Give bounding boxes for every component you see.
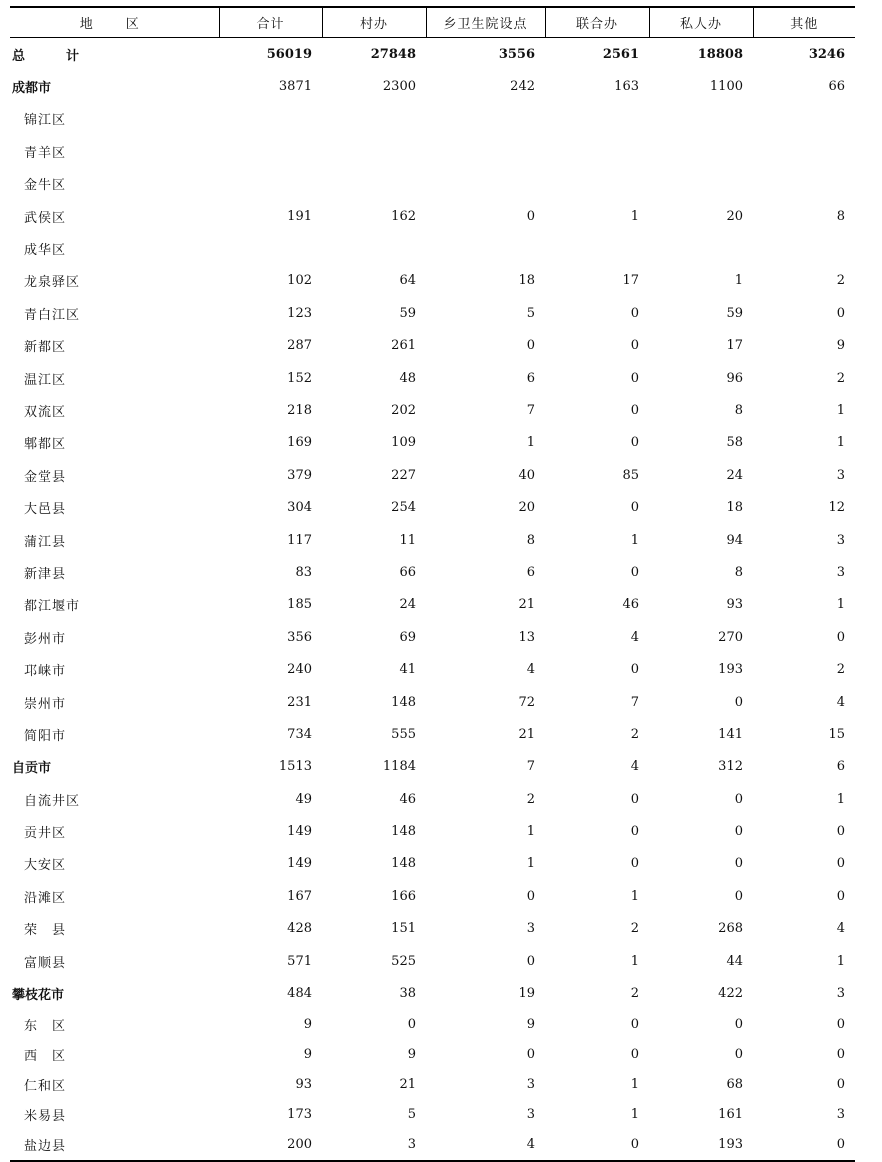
region-name-cell: 郫都区 [24, 437, 67, 453]
township-hospital-outlet-cell: 7 [526, 402, 535, 418]
township-hospital-outlet-cell: 0 [526, 953, 535, 969]
private-run-cell: 1 [734, 273, 743, 289]
table-row [10, 653, 855, 685]
township-hospital-outlet-cell: 13 [518, 629, 535, 645]
township-hospital-outlet-cell [426, 135, 545, 167]
private-run-cell: 18808 [697, 46, 743, 62]
total-cell: 356 [287, 629, 312, 645]
other-cell: 4 [836, 694, 845, 710]
township-hospital-outlet-cell [426, 168, 545, 200]
village-run-cell: 48 [399, 370, 416, 386]
joint-run-cell: 4 [630, 759, 639, 775]
other-cell: 12 [828, 500, 845, 516]
region-name-cell: 富顺县 [24, 955, 67, 971]
total-cell: 117 [287, 532, 312, 548]
other-cell: 8 [836, 208, 845, 224]
table-row [10, 330, 855, 362]
private-run-cell: 0 [734, 856, 743, 872]
total-cell: 149 [287, 856, 312, 872]
township-hospital-outlet-cell: 20 [518, 500, 535, 516]
total-cell: 167 [287, 888, 312, 904]
other-cell: 0 [836, 629, 845, 645]
total-cell: 9 [303, 1047, 312, 1063]
village-run-cell: 2300 [382, 79, 416, 95]
village-run-cell: 254 [391, 500, 416, 516]
village-run-cell: 162 [391, 208, 416, 224]
table-row [10, 1070, 855, 1100]
township-hospital-outlet-cell: 21 [518, 597, 535, 613]
other-cell: 2 [836, 370, 845, 386]
joint-run-cell: 46 [622, 597, 639, 613]
village-run-cell: 11 [399, 532, 416, 548]
other-cell: 0 [836, 1047, 845, 1063]
region-name-cell: 自流井区 [24, 793, 81, 809]
private-run-cell: 0 [734, 888, 743, 904]
region-name-cell: 自贡市 [12, 761, 52, 777]
village-run-cell: 0 [407, 1017, 416, 1033]
joint-run-cell: 0 [630, 435, 639, 451]
village-run-cell [322, 103, 426, 135]
table-row [10, 135, 855, 167]
private-run-cell: 0 [734, 824, 743, 840]
table-row [10, 686, 855, 718]
private-run-cell: 59 [726, 305, 743, 321]
total-cell: 1513 [278, 759, 312, 775]
joint-run-cell: 2 [630, 986, 639, 1002]
total-cell: 734 [287, 726, 312, 742]
village-run-cell: 1184 [382, 759, 416, 775]
joint-run-cell: 17 [622, 273, 639, 289]
township-hospital-outlet-cell: 21 [518, 726, 535, 742]
village-run-cell [322, 168, 426, 200]
village-run-cell: 41 [399, 662, 416, 678]
private-run-cell: 141 [718, 726, 743, 742]
private-run-cell: 0 [734, 791, 743, 807]
private-run-cell: 422 [718, 986, 743, 1002]
township-hospital-outlet-cell: 1 [526, 435, 535, 451]
village-run-cell: 151 [391, 921, 416, 937]
private-run-cell: 193 [718, 1137, 743, 1153]
village-run-cell: 66 [399, 564, 416, 580]
village-run-cell: 3 [407, 1137, 416, 1153]
township-hospital-outlet-cell: 6 [526, 370, 535, 386]
total-cell: 428 [287, 921, 312, 937]
township-hospital-outlet-cell: 8 [526, 532, 535, 548]
table-row [10, 556, 855, 588]
joint-run-cell [545, 168, 649, 200]
other-cell: 9 [836, 338, 845, 354]
other-cell: 1 [836, 435, 845, 451]
village-run-cell: 202 [391, 402, 416, 418]
total-cell [219, 168, 322, 200]
other-cell: 1 [836, 953, 845, 969]
village-run-cell: 59 [399, 305, 416, 321]
total-cell: 571 [287, 953, 312, 969]
region-name-cell: 荣 县 [24, 923, 67, 939]
township-hospital-outlet-cell [426, 103, 545, 135]
village-run-cell: 166 [391, 888, 416, 904]
village-run-cell: 227 [391, 467, 416, 483]
table-row [10, 265, 855, 297]
total-cell: 218 [287, 402, 312, 418]
other-cell: 3 [836, 564, 845, 580]
region-name-cell: 温江区 [24, 372, 67, 388]
township-hospital-outlet-cell: 6 [526, 564, 535, 580]
township-hospital-outlet-cell: 18 [518, 273, 535, 289]
private-run-cell: 44 [726, 953, 743, 969]
township-hospital-outlet-cell: 4 [526, 662, 535, 678]
region-name-cell: 彭州市 [24, 631, 67, 647]
region-name-cell: 金堂县 [24, 469, 67, 485]
village-run-cell: 38 [399, 986, 416, 1002]
total-cell: 123 [287, 305, 312, 321]
other-cell: 0 [836, 1077, 845, 1093]
other-cell [753, 103, 855, 135]
table-row [10, 394, 855, 426]
header-region: 地 区 [10, 7, 219, 38]
village-run-cell: 24 [399, 597, 416, 613]
region-name-cell: 贡井区 [24, 826, 67, 842]
other-cell: 2 [836, 662, 845, 678]
other-cell: 3246 [808, 46, 845, 62]
joint-run-cell: 0 [630, 856, 639, 872]
table-row [10, 848, 855, 880]
table-row [10, 718, 855, 750]
total-cell [219, 135, 322, 167]
total-cell: 191 [287, 208, 312, 224]
table-row [10, 427, 855, 459]
township-hospital-outlet-cell: 3 [526, 921, 535, 937]
table-row [10, 589, 855, 621]
total-cell: 231 [287, 694, 312, 710]
total-cell: 169 [287, 435, 312, 451]
township-hospital-outlet-cell: 1 [526, 856, 535, 872]
village-run-cell: 5 [407, 1107, 416, 1123]
region-name-cell: 攀枝花市 [12, 988, 65, 1004]
region-name-cell: 崇州市 [24, 696, 67, 712]
private-run-cell [649, 103, 753, 135]
private-run-cell [649, 168, 753, 200]
region-name-cell: 大安区 [24, 858, 67, 874]
city-row [10, 70, 855, 102]
table-header [10, 7, 855, 38]
private-run-cell: 17 [726, 338, 743, 354]
township-hospital-outlet-cell [426, 232, 545, 264]
private-run-cell: 1100 [709, 79, 743, 95]
table-row [10, 491, 855, 523]
region-name-cell: 邛崃市 [24, 664, 67, 680]
private-run-cell: 193 [718, 662, 743, 678]
joint-run-cell: 0 [630, 1017, 639, 1033]
header-township-hospital-outlet: 乡卫生院设点 [426, 7, 545, 38]
joint-run-cell: 0 [630, 402, 639, 418]
joint-run-cell: 0 [630, 824, 639, 840]
header-private-run: 私人办 [649, 7, 753, 38]
total-cell [219, 232, 322, 264]
total-cell: 93 [295, 1077, 312, 1093]
region-name-cell: 成都市 [12, 81, 52, 97]
header-other: 其他 [753, 7, 855, 38]
joint-run-cell [545, 103, 649, 135]
private-run-cell: 8 [734, 564, 743, 580]
village-run-cell: 27848 [370, 46, 416, 62]
joint-run-cell: 2 [630, 921, 639, 937]
total-cell: 287 [287, 338, 312, 354]
region-name-cell: 青白江区 [24, 307, 81, 323]
private-run-cell: 58 [726, 435, 743, 451]
private-run-cell: 268 [718, 921, 743, 937]
total-cell: 240 [287, 662, 312, 678]
township-hospital-outlet-cell: 3 [526, 1107, 535, 1123]
total-cell: 102 [287, 273, 312, 289]
total-cell: 56019 [266, 46, 312, 62]
other-cell: 3 [836, 467, 845, 483]
other-cell: 1 [836, 597, 845, 613]
joint-run-cell: 1 [630, 532, 639, 548]
joint-run-cell: 0 [630, 791, 639, 807]
total-cell: 149 [287, 824, 312, 840]
header-joint-run: 联合办 [545, 7, 649, 38]
region-name-cell: 金牛区 [24, 178, 67, 194]
joint-run-cell: 2 [630, 726, 639, 742]
private-run-cell: 8 [734, 402, 743, 418]
other-cell: 0 [836, 1017, 845, 1033]
header-total: 合计 [219, 7, 322, 38]
table-row [10, 103, 855, 135]
other-cell: 0 [836, 888, 845, 904]
table-row [10, 783, 855, 815]
region-name-cell: 盐边县 [24, 1139, 67, 1155]
township-hospital-outlet-cell: 0 [526, 338, 535, 354]
other-cell: 3 [836, 1107, 845, 1123]
private-run-cell: 312 [718, 759, 743, 775]
region-name-cell: 西 区 [24, 1049, 67, 1065]
other-cell: 3 [836, 986, 845, 1002]
other-cell: 3 [836, 532, 845, 548]
table-row [10, 1010, 855, 1040]
table-row [10, 815, 855, 847]
village-run-cell: 69 [399, 629, 416, 645]
other-cell [753, 232, 855, 264]
village-run-cell: 21 [399, 1077, 416, 1093]
joint-run-cell [545, 135, 649, 167]
joint-run-cell: 1 [630, 1107, 639, 1123]
village-run-cell: 46 [399, 791, 416, 807]
region-name-cell: 大邑县 [24, 502, 67, 518]
township-hospital-outlet-cell: 72 [518, 694, 535, 710]
table-row [10, 297, 855, 329]
township-hospital-outlet-cell: 0 [526, 208, 535, 224]
other-cell [753, 168, 855, 200]
city-row [10, 751, 855, 783]
village-run-cell: 64 [399, 273, 416, 289]
private-run-cell: 0 [734, 1047, 743, 1063]
table-row [10, 621, 855, 653]
village-run-cell: 555 [391, 726, 416, 742]
total-cell: 152 [287, 370, 312, 386]
township-hospital-outlet-cell: 2 [526, 791, 535, 807]
township-hospital-outlet-cell: 3 [526, 1077, 535, 1093]
other-cell: 0 [836, 305, 845, 321]
private-run-cell: 18 [726, 500, 743, 516]
total-cell: 173 [287, 1107, 312, 1123]
city-row [10, 977, 855, 1009]
other-cell: 4 [836, 921, 845, 937]
joint-run-cell: 1 [630, 1077, 639, 1093]
region-name-cell: 东 区 [24, 1019, 67, 1035]
joint-run-cell: 0 [630, 1137, 639, 1153]
village-run-cell [322, 232, 426, 264]
region-name-cell: 都江堰市 [24, 599, 81, 615]
other-cell: 1 [836, 791, 845, 807]
private-run-cell [649, 135, 753, 167]
township-hospital-outlet-cell: 3556 [498, 46, 535, 62]
other-cell: 15 [828, 726, 845, 742]
table-row [10, 945, 855, 977]
village-run-cell: 261 [391, 338, 416, 354]
total-cell: 9 [303, 1017, 312, 1033]
village-run-cell: 148 [391, 824, 416, 840]
private-run-cell: 0 [734, 694, 743, 710]
township-hospital-outlet-cell: 9 [526, 1017, 535, 1033]
total-cell: 49 [295, 791, 312, 807]
region-name-cell: 新津县 [24, 566, 67, 582]
region-name-cell: 龙泉驿区 [24, 275, 81, 291]
region-name-cell: 沿滩区 [24, 890, 67, 906]
region-name-cell: 蒲江县 [24, 534, 67, 550]
village-run-cell: 525 [391, 953, 416, 969]
joint-run-cell: 1 [630, 953, 639, 969]
township-hospital-outlet-cell: 4 [526, 1137, 535, 1153]
other-cell: 0 [836, 1137, 845, 1153]
township-hospital-outlet-cell: 1 [526, 824, 535, 840]
village-run-cell: 109 [391, 435, 416, 451]
other-cell: 6 [836, 759, 845, 775]
header-row [10, 7, 855, 38]
joint-run-cell: 0 [630, 370, 639, 386]
joint-run-cell: 4 [630, 629, 639, 645]
region-name-cell: 米易县 [24, 1109, 67, 1125]
joint-run-cell: 2561 [602, 46, 639, 62]
region-name-cell: 锦江区 [24, 113, 67, 129]
total-cell: 185 [287, 597, 312, 613]
joint-run-cell: 0 [630, 1047, 639, 1063]
village-run-cell: 148 [391, 694, 416, 710]
region-name-cell: 总 计 [12, 48, 94, 64]
joint-run-cell: 163 [614, 79, 639, 95]
other-cell: 2 [836, 273, 845, 289]
other-cell: 1 [836, 402, 845, 418]
total-cell: 200 [287, 1137, 312, 1153]
table-row [10, 200, 855, 232]
village-run-cell: 9 [407, 1047, 416, 1063]
total-cell [219, 103, 322, 135]
total-cell: 379 [287, 467, 312, 483]
region-name-cell: 武侯区 [24, 210, 67, 226]
table-row [10, 459, 855, 491]
township-hospital-outlet-cell: 5 [526, 305, 535, 321]
joint-run-cell [545, 232, 649, 264]
joint-run-cell: 85 [622, 467, 639, 483]
private-run-cell: 24 [726, 467, 743, 483]
table-row [10, 1040, 855, 1070]
private-run-cell: 93 [726, 597, 743, 613]
total-cell: 484 [287, 986, 312, 1002]
table-row [10, 1130, 855, 1161]
table-row [10, 1100, 855, 1130]
region-name-cell: 简阳市 [24, 728, 67, 744]
table-row [10, 362, 855, 394]
village-run-cell: 148 [391, 856, 416, 872]
header-village-run: 村办 [322, 7, 426, 38]
other-cell: 0 [836, 824, 845, 840]
other-cell [753, 135, 855, 167]
private-run-cell: 94 [726, 532, 743, 548]
table-row [10, 232, 855, 264]
private-run-cell [649, 232, 753, 264]
table-row [10, 913, 855, 945]
total-row [10, 38, 855, 71]
joint-run-cell: 1 [630, 888, 639, 904]
total-cell: 3871 [278, 79, 312, 95]
joint-run-cell: 0 [630, 564, 639, 580]
private-run-cell: 20 [726, 208, 743, 224]
total-cell: 304 [287, 500, 312, 516]
private-run-cell: 0 [734, 1017, 743, 1033]
joint-run-cell: 0 [630, 500, 639, 516]
private-run-cell: 270 [718, 629, 743, 645]
other-cell: 0 [836, 856, 845, 872]
region-name-cell: 双流区 [24, 404, 67, 420]
joint-run-cell: 0 [630, 662, 639, 678]
total-cell: 83 [295, 564, 312, 580]
region-name-cell: 新都区 [24, 340, 67, 356]
other-cell: 66 [828, 79, 845, 95]
table-row [10, 524, 855, 556]
region-name-cell: 成华区 [24, 243, 67, 259]
township-hospital-outlet-cell: 19 [518, 986, 535, 1002]
joint-run-cell: 0 [630, 305, 639, 321]
private-run-cell: 161 [718, 1107, 743, 1123]
joint-run-cell: 0 [630, 338, 639, 354]
statistics-table [10, 6, 855, 1162]
township-hospital-outlet-cell: 0 [526, 1047, 535, 1063]
township-hospital-outlet-cell: 7 [526, 759, 535, 775]
table-row [10, 880, 855, 912]
table-row [10, 168, 855, 200]
table-body [10, 38, 855, 1161]
region-name-cell: 仁和区 [24, 1079, 67, 1095]
township-hospital-outlet-cell: 242 [510, 79, 535, 95]
township-hospital-outlet-cell: 0 [526, 888, 535, 904]
township-hospital-outlet-cell: 40 [518, 467, 535, 483]
private-run-cell: 68 [726, 1077, 743, 1093]
region-name-cell: 青羊区 [24, 145, 67, 161]
private-run-cell: 96 [726, 370, 743, 386]
village-run-cell [322, 135, 426, 167]
joint-run-cell: 1 [630, 208, 639, 224]
joint-run-cell: 7 [630, 694, 639, 710]
